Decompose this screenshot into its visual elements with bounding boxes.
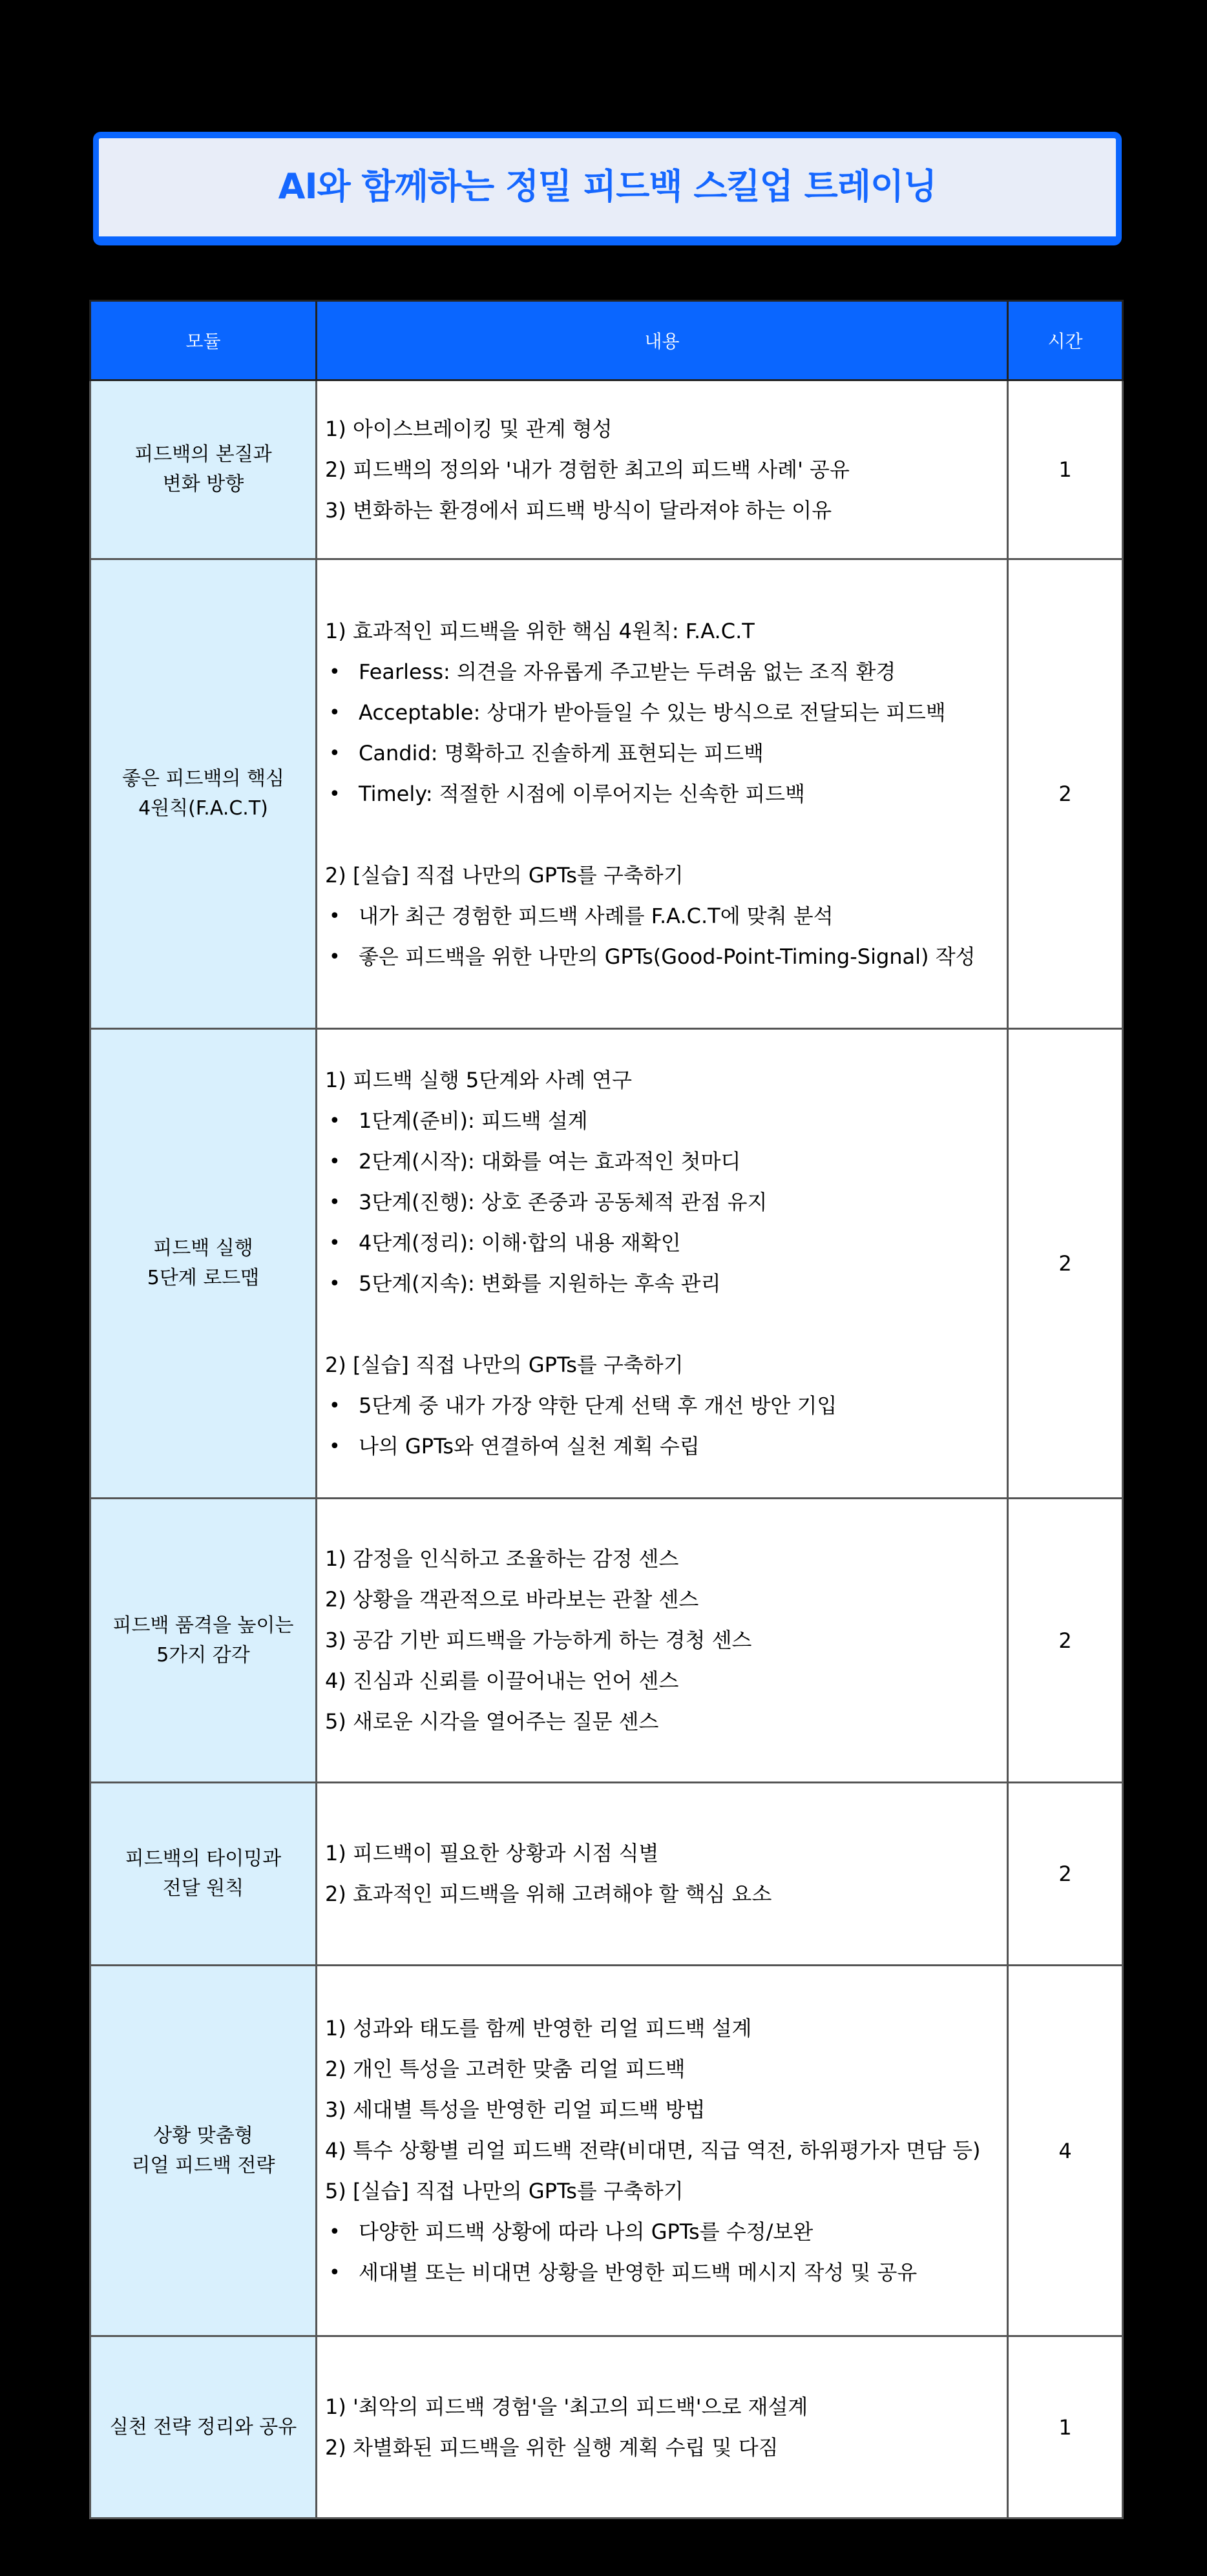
content-cell [317, 559, 1008, 1029]
content-text: 2) 차별화된 피드백을 위한 실행 계획 수립 및 다짐 [325, 2435, 779, 2460]
bullet-dot-icon: • [329, 701, 341, 724]
content-text: 2) 피드백의 정의와 '내가 경험한 최고의 피드백 사례' 공유 [325, 457, 850, 482]
content-text: 5단계(지속): 변화를 지원하는 후속 관리 [359, 1271, 721, 1296]
time-cell: 2 [1008, 1783, 1123, 1966]
page-title: AI와 함께하는 정밀 피드백 스킬업 트레이닝 [278, 165, 937, 207]
content-text: Fearless: 의견을 자유롭게 주고받는 두려움 없는 조직 환경 [359, 659, 896, 684]
content-bullet-item [325, 652, 1007, 692]
content-text: 2) 상황을 객관적으로 바라보는 관찰 센스 [325, 1587, 699, 1612]
module-title-line: 실천 전략 정리와 공유 [109, 2415, 297, 2438]
content-text: 1) 감정을 인식하고 조율하는 감정 센스 [325, 1546, 679, 1571]
content-cell [317, 1029, 1008, 1499]
content-line [325, 490, 1007, 531]
table-row [90, 1966, 1123, 2336]
content-line [325, 1620, 1007, 1661]
time-cell: 2 [1008, 1499, 1123, 1783]
module-title-line: 전달 원칙 [162, 1877, 244, 1900]
content-text: 1) '최악의 피드백 경험'을 '최고의 피드백'으로 재설계 [325, 2394, 808, 2419]
content-text: 1단계(준비): 피드백 설계 [359, 1108, 588, 1133]
content-line [325, 450, 1007, 490]
bullet-dot-icon: • [329, 1272, 341, 1295]
table-row [90, 1499, 1123, 1783]
content-bullet-item [325, 1263, 1007, 1304]
content-bullet-item [325, 1141, 1007, 1182]
content-text: 3) 세대별 특성을 반영한 리얼 피드백 방법 [325, 2097, 706, 2122]
header-time: 시간 [1008, 301, 1123, 380]
content-text: Acceptable: 상대가 받아들일 수 있는 방식으로 전달되는 피드백 [359, 700, 946, 725]
bullet-dot-icon: • [329, 945, 341, 968]
content-line [325, 1701, 1007, 1742]
content-bullet-item [325, 2252, 1007, 2293]
content-line [325, 2171, 1007, 2212]
module-title-line: 5가지 감각 [156, 1643, 250, 1667]
content-cell [317, 2336, 1008, 2519]
content-text: 4) 특수 상황별 리얼 피드백 전략(비대면, 직급 역전, 하위평가자 면담 등) [325, 2138, 981, 2163]
curriculum-table [89, 300, 1124, 2519]
content-text: 나의 GPTs와 연결하여 실천 계획 수립 [359, 1434, 700, 1459]
bullet-dot-icon: • [329, 1395, 341, 1417]
content-spacer [325, 815, 1007, 855]
content-bullet-item [325, 1223, 1007, 1263]
content-spacer [325, 1304, 1007, 1345]
content-bullet-item [325, 1101, 1007, 1141]
module-title-line: 변화 방향 [162, 473, 244, 495]
time-cell: 1 [1008, 380, 1123, 559]
content-text: 2) 개인 특성을 고려한 맞춤 리얼 피드백 [325, 2057, 686, 2081]
bullet-dot-icon: • [329, 1435, 341, 1458]
content-text: 3단계(진행): 상호 존중과 공동체적 관점 유지 [359, 1190, 768, 1214]
table-header-row [90, 301, 1123, 380]
bullet-dot-icon: • [329, 1191, 341, 1214]
content-text: 3) 공감 기반 피드백을 가능하게 하는 경청 센스 [325, 1628, 752, 1652]
bullet-dot-icon: • [329, 782, 341, 805]
table-row [90, 1029, 1123, 1499]
module-title-line: 리얼 피드백 전략 [131, 2154, 275, 2177]
content-bullet-item [325, 774, 1007, 815]
bullet-dot-icon: • [329, 904, 341, 928]
module-title-line: 피드백의 타이밍과 [125, 1847, 282, 1870]
content-bullet-item [325, 2212, 1007, 2252]
content-cell [317, 1499, 1008, 1783]
content-line [325, 1579, 1007, 1620]
bullet-dot-icon: • [329, 1150, 341, 1173]
content-text: 2) 효과적인 피드백을 위해 고려해야 할 핵심 요소 [325, 1882, 772, 1906]
module-title-line: 좋은 피드백의 핵심 [122, 767, 284, 790]
content-text: 좋은 피드백을 위한 나만의 GPTs(Good-Point-Timing-Signal) 작성 [359, 944, 976, 969]
table-row [90, 380, 1123, 559]
header-module: 모듈 [90, 301, 317, 380]
bullet-dot-icon: • [329, 1232, 341, 1254]
content-line [325, 2387, 1007, 2427]
content-text: 내가 최근 경험한 피드백 사례를 F.A.C.T에 맞춰 분석 [359, 903, 834, 928]
module-title-line: 상황 맞춤형 [153, 2124, 253, 2147]
content-text: 1) 효과적인 피드백을 위한 핵심 4원칙: F.A.C.T [325, 618, 755, 643]
content-bullet-item [325, 1426, 1007, 1467]
time-cell: 2 [1008, 559, 1123, 1029]
content-bullet-item [325, 1386, 1007, 1426]
content-line [325, 1661, 1007, 1701]
table-row [90, 559, 1123, 1029]
content-bullet-item [325, 1182, 1007, 1223]
content-line [325, 1539, 1007, 1579]
content-line [325, 2427, 1007, 2468]
module-cell [90, 1966, 317, 2336]
module-title-line: 5단계 로드맵 [147, 1267, 260, 1289]
time-cell: 2 [1008, 1029, 1123, 1499]
module-cell [90, 2336, 317, 2519]
content-cell [317, 1783, 1008, 1966]
bullet-dot-icon: • [329, 2261, 341, 2284]
content-text: 5) 새로운 시각을 열어주는 질문 센스 [325, 1709, 659, 1734]
content-text: 2) [실습] 직접 나만의 GPTs를 구축하기 [325, 1353, 684, 1377]
content-line [325, 2008, 1007, 2049]
table-row [90, 1783, 1123, 1966]
module-title-line: 피드백 품격을 높이는 [112, 1614, 294, 1637]
content-text: 세대별 또는 비대면 상황을 반영한 피드백 메시지 작성 및 공유 [359, 2260, 918, 2285]
module-cell [90, 380, 317, 559]
title-banner [93, 132, 1122, 245]
content-line [325, 611, 1007, 652]
content-line [325, 2130, 1007, 2171]
module-title-line: 피드백 실행 [153, 1237, 253, 1260]
content-text: Timely: 적절한 시점에 이루어지는 신속한 피드백 [359, 781, 805, 806]
bullet-dot-icon: • [329, 742, 341, 765]
content-line [325, 2090, 1007, 2130]
content-line [325, 1833, 1007, 1874]
content-text: 1) 아이스브레이킹 및 관계 형성 [325, 416, 613, 441]
content-text: 2단계(시작): 대화를 여는 효과적인 첫마디 [359, 1149, 741, 1174]
content-bullet-item [325, 733, 1007, 774]
content-line [325, 409, 1007, 450]
content-cell [317, 1966, 1008, 2336]
content-line [325, 855, 1007, 896]
content-line [325, 1874, 1007, 1915]
content-text: 5) [실습] 직접 나만의 GPTs를 구축하기 [325, 2179, 684, 2203]
module-cell [90, 1029, 317, 1499]
bullet-dot-icon: • [329, 660, 341, 683]
content-text: 1) 피드백 실행 5단계와 사례 연구 [325, 1068, 633, 1092]
module-title-line: 4원칙(F.A.C.T) [138, 797, 268, 820]
time-cell: 1 [1008, 2336, 1123, 2519]
content-text: 5단계 중 내가 가장 약한 단계 선택 후 개선 방안 기입 [359, 1393, 837, 1418]
content-line [325, 2049, 1007, 2090]
bullet-dot-icon: • [329, 2221, 341, 2243]
module-title-line: 피드백의 본질과 [134, 443, 272, 466]
content-line [325, 1060, 1007, 1101]
table-body [90, 380, 1123, 2519]
content-text: 4) 진심과 신뢰를 이끌어내는 언어 센스 [325, 1668, 679, 1693]
module-cell [90, 559, 317, 1029]
content-text: 1) 성과와 태도를 함께 반영한 리얼 피드백 설계 [325, 2016, 752, 2041]
content-text: 다양한 피드백 상황에 따라 나의 GPTs를 수정/보완 [359, 2219, 813, 2244]
content-line [325, 1345, 1007, 1386]
content-text: 2) [실습] 직접 나만의 GPTs를 구축하기 [325, 862, 684, 888]
module-cell [90, 1783, 317, 1966]
table-row [90, 2336, 1123, 2519]
content-cell [317, 380, 1008, 559]
module-cell [90, 1499, 317, 1783]
bullet-dot-icon: • [329, 1110, 341, 1132]
content-bullet-item [325, 692, 1007, 733]
content-text: 3) 변화하는 환경에서 피드백 방식이 달라져야 하는 이유 [325, 497, 832, 523]
content-text: 1) 피드백이 필요한 상황과 시점 식별 [325, 1841, 659, 1865]
content-text: Candid: 명확하고 진솔하게 표현되는 피드백 [359, 740, 764, 765]
time-cell: 4 [1008, 1966, 1123, 2336]
content-bullet-item [325, 896, 1007, 937]
header-content: 내용 [317, 301, 1008, 380]
content-bullet-item [325, 937, 1007, 977]
content-text: 4단계(정리): 이해·합의 내용 재확인 [359, 1231, 681, 1255]
